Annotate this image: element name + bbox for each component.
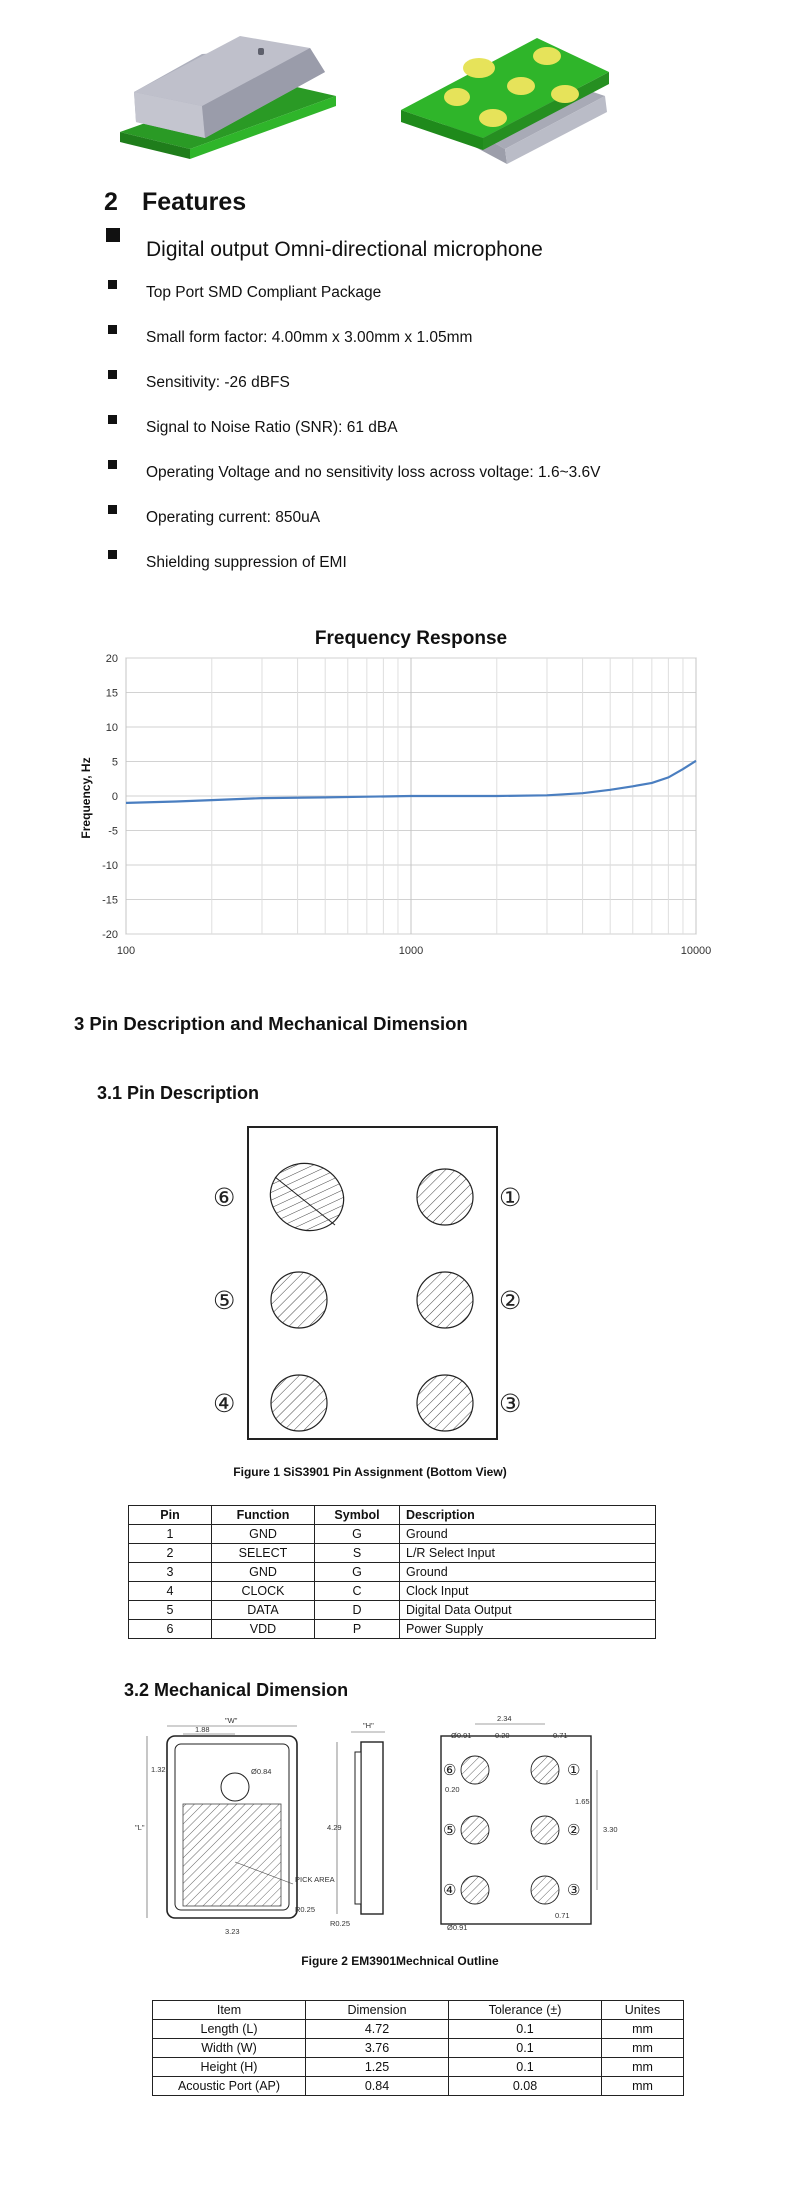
- table-row: [129, 1601, 656, 1620]
- col-item: Item: [153, 2001, 306, 2020]
- cell: mm: [602, 2039, 684, 2058]
- label-071b: 0.71: [555, 1911, 570, 1920]
- y-tick-label: 10: [105, 722, 118, 734]
- table-row: [153, 2077, 684, 2096]
- pin-label-5: ⑤: [213, 1286, 236, 1315]
- cell: 6: [129, 1620, 212, 1639]
- feature-item: [104, 544, 744, 589]
- pad-1-render: [533, 47, 561, 65]
- col-dimension: Dimension: [306, 2001, 449, 2020]
- pad-5: [271, 1272, 327, 1328]
- cell: GND: [212, 1563, 315, 1582]
- cell: Height (H): [153, 2058, 306, 2077]
- cell: mm: [602, 2058, 684, 2077]
- bullet-icon: [108, 415, 117, 424]
- label-h: "H": [363, 1721, 374, 1730]
- y-tick-label: -20: [102, 929, 118, 941]
- cell: 3: [129, 1563, 212, 1582]
- col-function: Function: [212, 1506, 315, 1525]
- section3-heading: 3 Pin Description and Mechanical Dimension: [74, 1013, 468, 1034]
- pad-4-render: [479, 109, 507, 127]
- cell: 2: [129, 1544, 212, 1563]
- pad-3: [417, 1375, 473, 1431]
- table-row: [153, 2020, 684, 2039]
- col-pin: Pin: [129, 1506, 212, 1525]
- cell: GND: [212, 1525, 315, 1544]
- feature-item: [104, 319, 744, 364]
- cell: mm: [602, 2020, 684, 2039]
- bullet-icon: [106, 228, 120, 242]
- feature-text: Top Port SMD Compliant Package: [146, 284, 382, 301]
- pad-2: [417, 1272, 473, 1328]
- pin-label-6: ⑥: [213, 1183, 236, 1212]
- feature-text: Shielding suppression of EMI: [146, 554, 347, 571]
- bottom-view: [441, 1714, 618, 1932]
- pin-label-1: ①: [499, 1183, 522, 1212]
- cell: Ground: [400, 1563, 656, 1582]
- mechanical-outline-drawing: [125, 1712, 685, 1942]
- cell: S: [315, 1544, 400, 1563]
- pin-table-header: [129, 1506, 656, 1525]
- cell: Acoustic Port (AP): [153, 2077, 306, 2096]
- bullet-icon: [108, 325, 117, 334]
- label-132: 1.32: [151, 1765, 166, 1774]
- cell: C: [315, 1582, 400, 1601]
- frequency-response-chart: [76, 620, 716, 970]
- feature-text: Operating current: 850uA: [146, 509, 321, 526]
- bullet-icon: [108, 370, 117, 379]
- cell: Power Supply: [400, 1620, 656, 1639]
- label-020a: 0.20: [495, 1731, 510, 1740]
- bullet-icon: [108, 460, 117, 469]
- cell: 0.1: [449, 2039, 602, 2058]
- pin-description-heading: 3.1 Pin Description: [97, 1083, 260, 1103]
- cell: D: [315, 1601, 400, 1620]
- cell: 3.76: [306, 2039, 449, 2058]
- cell: G: [315, 1563, 400, 1582]
- dim-table-header: [153, 2001, 684, 2020]
- feature-text: Sensitivity: -26 dBFS: [146, 374, 290, 391]
- col-symbol: Symbol: [315, 1506, 400, 1525]
- label-330: 3.30: [603, 1825, 618, 1834]
- mic-bottom-render: [395, 14, 635, 164]
- table-row: [153, 2039, 684, 2058]
- cell: 0.1: [449, 2020, 602, 2039]
- top-view: [135, 1716, 335, 1936]
- pin-label-2: ②: [499, 1286, 522, 1315]
- feature-item: [104, 226, 744, 274]
- cell: 4.72: [306, 2020, 449, 2039]
- x-tick-label: 10000: [680, 945, 712, 957]
- x-tick-label: 100: [116, 945, 136, 957]
- label-091b: Ø0.91: [447, 1923, 468, 1932]
- col-tolerance: Tolerance (±): [449, 2001, 602, 2020]
- features-list: [104, 226, 744, 589]
- figure1-caption: Figure 1 SiS3901 Pin Assignment (Bottom View): [233, 1465, 507, 1479]
- side-view: [327, 1721, 385, 1928]
- pad-5-render: [444, 88, 470, 106]
- cell: 5: [129, 1601, 212, 1620]
- y-tick-label: -15: [102, 894, 118, 907]
- bottom-pin-3: ③: [567, 1881, 581, 1899]
- cell: SELECT: [212, 1544, 315, 1563]
- pin-label-3: ③: [499, 1389, 522, 1418]
- feature-text: Small form factor: 4.00mm x 3.00mm x 1.05mm: [146, 329, 473, 346]
- dimension-table: [152, 2000, 684, 2096]
- cell: 1: [129, 1525, 212, 1544]
- pad-4: [271, 1375, 327, 1431]
- cell: Length (L): [153, 2020, 306, 2039]
- cell: CLOCK: [212, 1582, 315, 1601]
- feature-item: [104, 499, 744, 544]
- label-091a: Ø0.91: [451, 1731, 472, 1740]
- mic-top-render: [110, 14, 350, 164]
- y-tick-label: 15: [105, 687, 118, 700]
- y-tick-label: -10: [102, 860, 118, 872]
- y-tick-label: 20: [105, 653, 118, 665]
- label-r025-b: R0.25: [330, 1919, 351, 1928]
- table-row: [153, 2058, 684, 2077]
- pin-label-4: ④: [213, 1389, 236, 1418]
- label-323: 3.23: [225, 1927, 240, 1936]
- cell: 0.08: [449, 2077, 602, 2096]
- cell: 0.84: [306, 2077, 449, 2096]
- label-020b: 0.20: [445, 1785, 460, 1794]
- bullet-icon: [108, 550, 117, 559]
- y-tick-label: 5: [111, 756, 118, 769]
- bottom-pin-5: ⑤: [443, 1821, 457, 1839]
- cell: 4: [129, 1582, 212, 1601]
- features-heading: [104, 188, 246, 217]
- cell: P: [315, 1620, 400, 1639]
- cell: 1.25: [306, 2058, 449, 2077]
- label-165: 1.65: [575, 1797, 590, 1806]
- bottom-pin-1: ①: [567, 1761, 581, 1779]
- table-row: [129, 1525, 656, 1544]
- label-071a: 0.71: [553, 1731, 568, 1740]
- label-084: Ø0.84: [251, 1767, 272, 1776]
- figure2-caption: Figure 2 EM3901Mechnical Outline: [301, 1954, 499, 1968]
- label-w: "W": [225, 1716, 238, 1725]
- cell: G: [315, 1525, 400, 1544]
- feature-item: [104, 454, 744, 499]
- label-234: 2.34: [497, 1714, 512, 1723]
- feature-item: [104, 409, 744, 454]
- cell: DATA: [212, 1601, 315, 1620]
- y-tick-label: -5: [108, 825, 118, 838]
- table-row: [129, 1563, 656, 1582]
- x-tick-label: 1000: [398, 945, 424, 957]
- feature-item: [104, 274, 744, 319]
- cell: Width (W): [153, 2039, 306, 2058]
- feature-text: Signal to Noise Ratio (SNR): 61 dBA: [146, 419, 398, 436]
- y-tick-label: 0: [111, 791, 118, 803]
- col-unites: Unites: [602, 2001, 684, 2020]
- pin-table: [128, 1505, 656, 1639]
- table-row: [129, 1582, 656, 1601]
- cell: L/R Select Input: [400, 1544, 656, 1563]
- pad-3-render: [551, 85, 579, 103]
- label-188: 1.88: [195, 1725, 210, 1734]
- pad-2-render: [507, 77, 535, 95]
- cell: Clock Input: [400, 1582, 656, 1601]
- chart-title: Frequency Response: [314, 628, 508, 649]
- bottom-pin-4: ④: [443, 1881, 457, 1899]
- label-pick-area: PICK AREA: [295, 1875, 335, 1884]
- table-row: [129, 1620, 656, 1639]
- cell: 0.1: [449, 2058, 602, 2077]
- label-r025-a: R0.25: [295, 1905, 316, 1914]
- feature-text: Digital output Omni-directional microphone: [146, 238, 543, 261]
- cell: Digital Data Output: [400, 1601, 656, 1620]
- pad-6-render: [463, 58, 495, 78]
- features-number: 2: [104, 188, 118, 216]
- table-row: [129, 1544, 656, 1563]
- bullet-icon: [108, 280, 117, 289]
- feature-text: Operating Voltage and no sensitivity loss across voltage: 1.6~3.6V: [146, 464, 601, 481]
- cell: VDD: [212, 1620, 315, 1639]
- bottom-pin-6: ⑥: [443, 1761, 457, 1779]
- cell: mm: [602, 2077, 684, 2096]
- chart-y-label: Frequency, Hz: [79, 757, 93, 839]
- label-l: "L": [135, 1823, 145, 1832]
- cell: Ground: [400, 1525, 656, 1544]
- mechanical-dimension-heading: 3.2 Mechanical Dimension: [124, 1680, 349, 1700]
- bottom-pin-2: ②: [567, 1821, 581, 1839]
- features-title: Features: [142, 188, 247, 216]
- feature-item: [104, 364, 744, 409]
- bullet-icon: [108, 505, 117, 514]
- pad-1: [417, 1169, 473, 1225]
- pin-assignment-diagram: [205, 1113, 545, 1453]
- col-description: Description: [400, 1506, 656, 1525]
- label-429: 4.29: [327, 1823, 342, 1832]
